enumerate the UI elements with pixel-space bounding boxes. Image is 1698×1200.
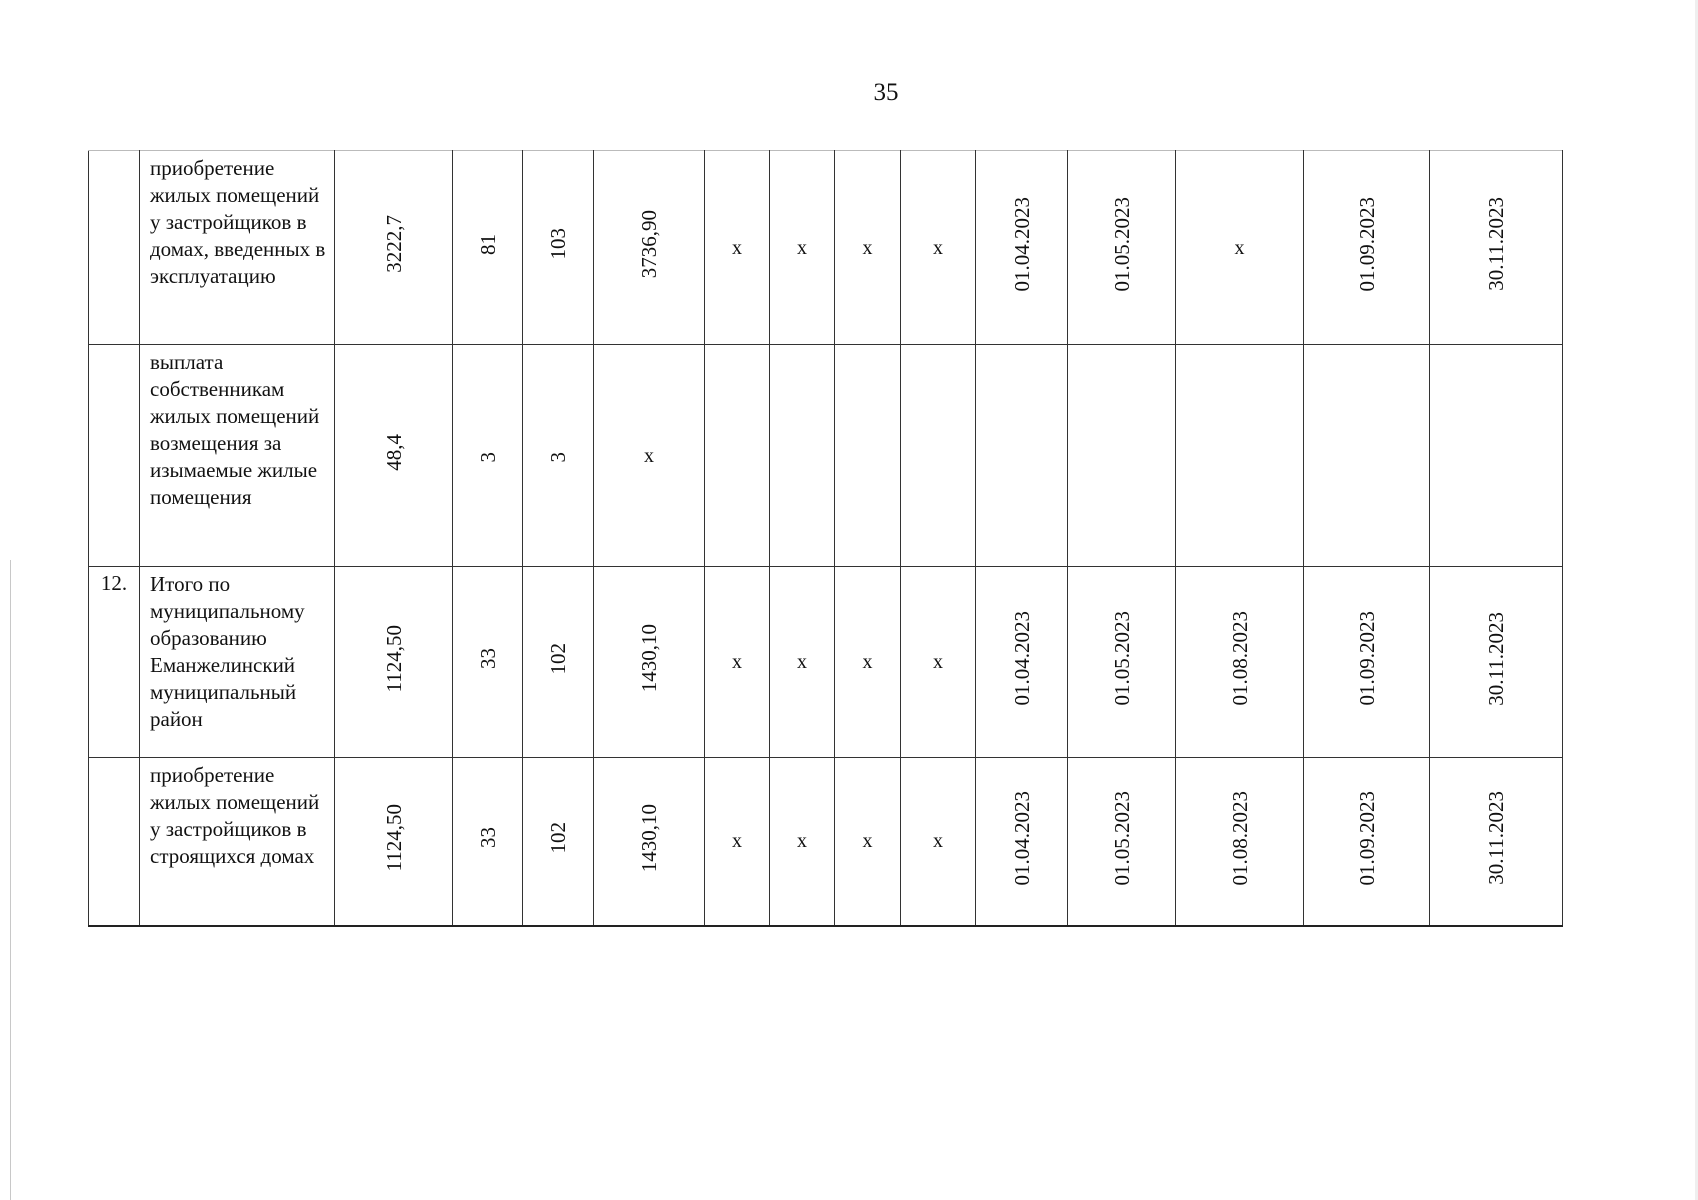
cell-value: x (797, 236, 807, 259)
scan-edge (10, 560, 11, 1200)
cell-date (976, 151, 1068, 345)
cell-mark (705, 151, 770, 345)
cell-value: 01.05.2023 (1109, 196, 1134, 292)
cell-value: 30.11.2023 (1484, 611, 1508, 706)
cell-date (1304, 567, 1430, 758)
cell-area (335, 758, 453, 926)
cell-value: 01.09.2023 (1354, 790, 1379, 885)
row-number (89, 758, 140, 926)
cell-empty (976, 345, 1068, 567)
cell-value: x (933, 830, 943, 853)
table-row (89, 567, 1563, 758)
cell-empty (901, 345, 976, 567)
cell-value: 01.09.2023 (1354, 611, 1379, 706)
cell-value: 33 (475, 827, 500, 849)
row-name: выплата собственникам жилых помещений возмещения за изымаемые жилые помещения (140, 345, 335, 567)
cell-value: 103 (546, 228, 570, 260)
cell-value: 33 (475, 648, 500, 669)
cell-amount (594, 151, 705, 345)
cell-empty (1068, 345, 1176, 567)
cell-value: x (862, 236, 873, 259)
cell-date (1068, 151, 1176, 345)
table-row (89, 758, 1563, 926)
cell-mark (770, 567, 835, 758)
cell-mark (705, 567, 770, 758)
cell-value: 01.05.2023 (1109, 790, 1134, 885)
cell-mark (901, 758, 976, 926)
row-name: приобретение жилых помещений у застройщиков в домах, введенных в эксплуатацию (140, 151, 335, 345)
cell-count (453, 758, 523, 926)
cell-count (453, 151, 523, 345)
cell-date (1068, 567, 1176, 758)
cell-value: 01.04.2023 (1009, 790, 1034, 885)
cell-date (976, 567, 1068, 758)
cell-area (335, 567, 453, 758)
cell-value: 3 (475, 451, 500, 462)
cell-value: x (732, 651, 742, 673)
row-number (89, 151, 140, 345)
cell-value: x (644, 444, 654, 467)
cell-value: 01.09.2023 (1354, 196, 1379, 292)
cell-mark (901, 567, 976, 758)
cell-value: 3736,90 (637, 209, 661, 279)
cell-count (523, 345, 594, 567)
cell-count (523, 151, 594, 345)
cell-date (1068, 758, 1176, 926)
cell-value: 102 (546, 822, 570, 854)
cell-date (1430, 567, 1563, 758)
cell-value: 30.11.2023 (1484, 197, 1508, 291)
cell-empty (1430, 345, 1563, 567)
cell-value: 30.11.2023 (1484, 790, 1508, 885)
cell-empty (1176, 345, 1304, 567)
cell-value: 01.08.2023 (1227, 611, 1252, 706)
page-number: 35 (873, 79, 899, 106)
cell-value: 1430,10 (637, 624, 661, 693)
cell-mark (835, 151, 901, 345)
cell-mark (835, 567, 901, 758)
cell-value: x (732, 830, 742, 853)
cell-value: 102 (546, 642, 570, 675)
cell-value: x (933, 651, 943, 673)
cell-value: 01.08.2023 (1227, 790, 1252, 885)
cell-value: 01.04.2023 (1009, 611, 1034, 706)
row-name: приобретение жилых помещений у застройщиков в строящихся домах (140, 758, 335, 926)
cell-date (976, 758, 1068, 926)
cell-mark (835, 758, 901, 926)
cell-area (335, 151, 453, 345)
cell-date (1430, 758, 1563, 926)
cell-amount (594, 567, 705, 758)
cell-value: x (732, 236, 742, 259)
cell-date (1176, 758, 1304, 926)
cell-value: x (797, 830, 807, 853)
cell-value: 3 (546, 451, 570, 462)
cell-date (1304, 151, 1430, 345)
cell-value: x (797, 651, 807, 673)
cell-count (453, 567, 523, 758)
cell-value: x (1234, 236, 1245, 259)
cell-value: x (862, 651, 873, 673)
cell-amount (594, 758, 705, 926)
cell-date (1176, 567, 1304, 758)
cell-mark (770, 758, 835, 926)
cell-date (1304, 758, 1430, 926)
cell-empty (1304, 345, 1430, 567)
cell-value: 1124,50 (381, 624, 406, 693)
cell-value: 3222,7 (381, 215, 406, 273)
cell-value: 48,4 (381, 433, 406, 471)
cell-mark (901, 151, 976, 345)
cell-area (335, 345, 453, 567)
cell-value: 1430,10 (637, 803, 661, 872)
row-number (89, 345, 140, 567)
cell-value: 01.04.2023 (1009, 196, 1034, 292)
cell-empty (835, 345, 901, 567)
cell-mark (1176, 151, 1304, 345)
cell-mark (770, 151, 835, 345)
cell-value: x (933, 236, 943, 259)
cell-empty (770, 345, 835, 567)
table-row (89, 345, 1563, 567)
cell-value: 1124,50 (381, 804, 406, 872)
cell-mark (705, 758, 770, 926)
table-row (89, 151, 1563, 345)
cell-empty (705, 345, 770, 567)
cell-value: 81 (475, 233, 500, 255)
cell-amount (594, 345, 705, 567)
row-number: 12. (89, 567, 140, 758)
cell-date (1430, 151, 1563, 345)
cell-count (523, 758, 594, 926)
cell-value: x (862, 830, 873, 853)
cell-value: 01.05.2023 (1109, 611, 1134, 706)
row-name: Итого по муниципальному образованию Еманжелинский муниципальный район (140, 567, 335, 758)
cell-count (523, 567, 594, 758)
cell-count (453, 345, 523, 567)
data-table (88, 150, 1563, 927)
